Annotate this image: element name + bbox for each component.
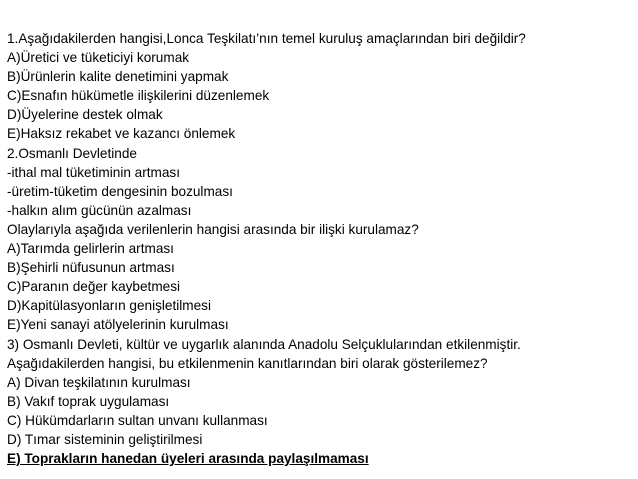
question-2-item-1: -ithal mal tüketiminin artması bbox=[7, 164, 180, 180]
question-3-text: 3) Osmanlı Devleti, kültür ve uygarlık alanında Anadolu Selçuklularından etkilenmiştir. bbox=[7, 336, 521, 352]
question-3-prompt: Aşağıdakilerden hangisi, bu etkilenmenin kanıtlarından biri olarak gösterilemez? bbox=[7, 355, 488, 371]
question-2-option-b: B)Şehirli nüfusunun artması bbox=[7, 260, 175, 276]
question-1-option-d: D)Üyelerine destek olmak bbox=[7, 107, 163, 123]
question-1-option-c: C)Esnafın hükümetle ilişkilerini düzenlemek bbox=[7, 88, 270, 104]
question-1-option-e: E)Haksız rekabet ve kazancı önlemek bbox=[7, 126, 236, 142]
question-3-option-e-answer: E) Toprakların hanedan üyeleri arasında paylaşılmaması bbox=[7, 451, 369, 467]
question-3-option-d: D) Tımar sisteminin geliştirilmesi bbox=[7, 431, 203, 447]
question-2-option-a: A)Tarımda gelirlerin artması bbox=[7, 241, 174, 257]
question-2-option-d: D)Kapitülasyonların genişletilmesi bbox=[7, 298, 211, 314]
question-2-item-2: -üretim-tüketim dengesinin bozulması bbox=[7, 183, 233, 199]
question-3-option-a: A) Divan teşkilatının kurulması bbox=[7, 374, 191, 390]
question-2-option-c: C)Paranın değer kaybetmesi bbox=[7, 279, 181, 295]
question-sheet bbox=[7, 29, 633, 468]
question-2-prompt: Olaylarıyla aşağıda verilenlerin hangisi arasında bir ilişki kurulamaz? bbox=[7, 221, 419, 237]
question-1-option-b: B)Ürünlerin kalite denetimini yapmak bbox=[7, 69, 229, 85]
question-3-option-b: B) Vakıf toprak uygulaması bbox=[7, 393, 170, 409]
question-1-text: 1.Aşağıdakilerden hangisi,Lonca Teşkilatı’nın temel kuruluş amaçlarından biri değildir? bbox=[7, 31, 526, 46]
question-1-option-a: A)Üretici ve tüketiciyi korumak bbox=[7, 50, 190, 66]
question-3-option-c: C) Hükümdarların sultan unvanı kullanması bbox=[7, 412, 268, 428]
question-2-option-e: E)Yeni sanayi atölyelerinin kurulması bbox=[7, 317, 229, 333]
question-2-item-3: -halkın alım gücünün azalması bbox=[7, 202, 192, 218]
question-2-text: 2.Osmanlı Devletinde bbox=[7, 145, 137, 161]
